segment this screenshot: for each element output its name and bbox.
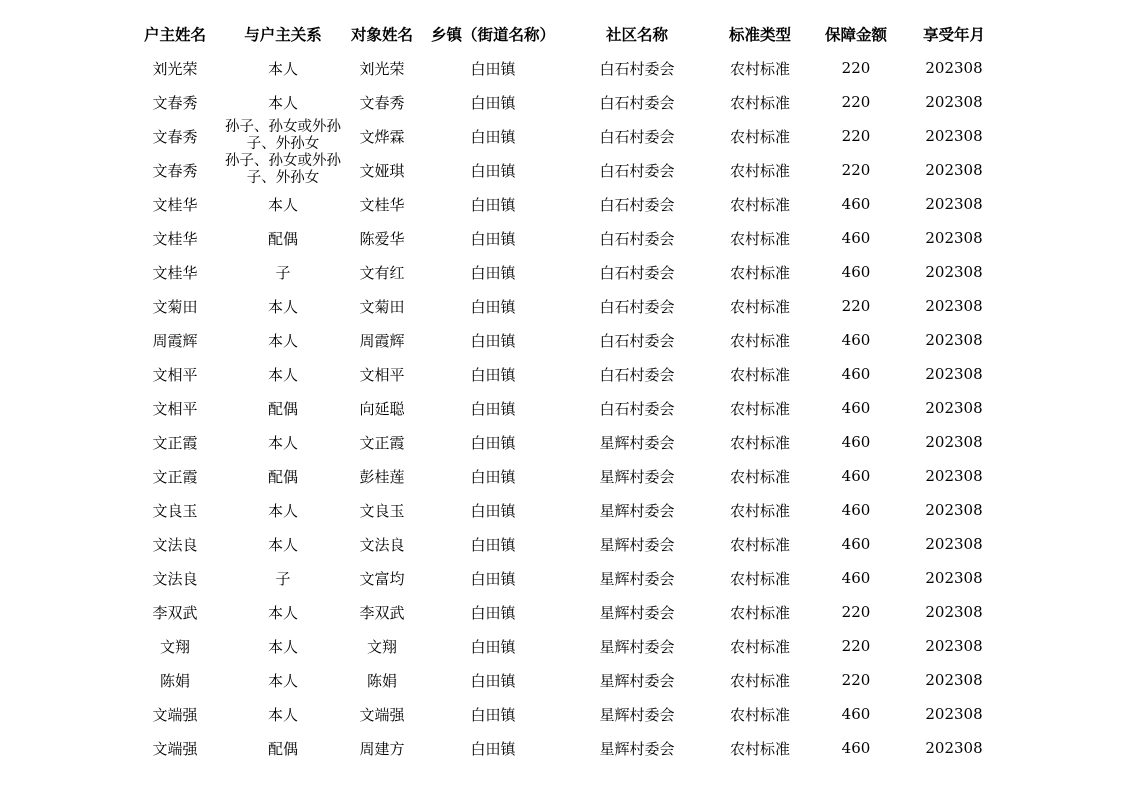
community-cell: 白石村委会 bbox=[599, 399, 675, 418]
community-cell: 星辉村委会 bbox=[599, 739, 675, 758]
table-body bbox=[126, 51, 1006, 765]
month-cell: 202308 bbox=[925, 59, 983, 77]
table-row bbox=[126, 561, 1006, 595]
householder-name-cell: 文端强 bbox=[152, 739, 198, 758]
relationship-cell: 本人 bbox=[267, 501, 298, 520]
recipient-name-cell: 文正霞 bbox=[359, 433, 405, 452]
amount-cell: 460 bbox=[841, 229, 871, 247]
relationship-cell: 本人 bbox=[267, 59, 298, 78]
community-cell: 白石村委会 bbox=[599, 59, 675, 78]
township-cell: 白田镇 bbox=[470, 501, 516, 520]
recipient-name-cell: 陈娟 bbox=[366, 671, 397, 690]
amount-cell: 220 bbox=[841, 93, 871, 111]
township-cell: 白田镇 bbox=[470, 739, 516, 758]
table-row bbox=[126, 697, 1006, 731]
householder-name-cell: 刘光荣 bbox=[152, 59, 198, 78]
table-row bbox=[126, 663, 1006, 697]
amount-cell: 460 bbox=[841, 263, 871, 281]
amount-cell: 460 bbox=[841, 535, 871, 553]
relationship-cell: 本人 bbox=[267, 535, 298, 554]
amount-cell: 220 bbox=[841, 127, 871, 145]
community-cell: 星辉村委会 bbox=[599, 501, 675, 520]
month-cell: 202308 bbox=[925, 331, 983, 349]
table-row bbox=[126, 153, 1006, 187]
relationship-cell: 配偶 bbox=[267, 399, 298, 418]
month-cell: 202308 bbox=[925, 229, 983, 247]
relationship-cell: 本人 bbox=[267, 331, 298, 350]
relationship-cell: 本人 bbox=[267, 195, 298, 214]
month-cell: 202308 bbox=[925, 637, 983, 655]
table-row bbox=[126, 357, 1006, 391]
householder-name-cell: 陈娟 bbox=[159, 671, 190, 690]
township-cell: 白田镇 bbox=[470, 59, 516, 78]
recipient-name-cell: 彭桂莲 bbox=[359, 467, 405, 486]
township-cell: 白田镇 bbox=[470, 569, 516, 588]
table-row bbox=[126, 255, 1006, 289]
relationship-cell: 本人 bbox=[267, 603, 298, 622]
table-row bbox=[126, 289, 1006, 323]
householder-name-cell: 文桂华 bbox=[152, 229, 198, 248]
recipient-name-cell: 文富均 bbox=[359, 569, 405, 588]
householder-name-cell: 李双武 bbox=[152, 603, 198, 622]
recipient-name-cell: 文桂华 bbox=[359, 195, 405, 214]
table-row bbox=[126, 493, 1006, 527]
community-cell: 白石村委会 bbox=[599, 195, 675, 214]
community-cell: 白石村委会 bbox=[599, 297, 675, 316]
householder-name-cell: 文法良 bbox=[152, 535, 198, 554]
amount-cell: 460 bbox=[841, 467, 871, 485]
table-row bbox=[126, 221, 1006, 255]
recipient-name-cell: 文相平 bbox=[359, 365, 405, 384]
standard-type-cell: 农村标准 bbox=[729, 535, 790, 554]
recipient-name-cell: 文春秀 bbox=[359, 93, 405, 112]
householder-name-cell: 文正霞 bbox=[152, 467, 198, 486]
householder-name-cell: 文春秀 bbox=[152, 161, 198, 180]
recipient-name-cell: 文娅琪 bbox=[359, 161, 405, 180]
amount-cell: 220 bbox=[841, 603, 871, 621]
assistance-roster-table bbox=[126, 17, 1006, 765]
relationship-cell: 本人 bbox=[267, 93, 298, 112]
standard-type-cell: 农村标准 bbox=[729, 195, 790, 214]
standard-type-cell: 农村标准 bbox=[729, 297, 790, 316]
township-cell: 白田镇 bbox=[470, 467, 516, 486]
table-row bbox=[126, 51, 1006, 85]
month-cell: 202308 bbox=[925, 705, 983, 723]
table-row bbox=[126, 85, 1006, 119]
recipient-name-cell: 文烨霖 bbox=[359, 127, 405, 146]
amount-cell: 460 bbox=[841, 195, 871, 213]
header-relationship: 与户主关系 bbox=[244, 26, 322, 44]
township-cell: 白田镇 bbox=[470, 637, 516, 656]
community-cell: 星辉村委会 bbox=[599, 433, 675, 452]
month-cell: 202308 bbox=[925, 569, 983, 587]
householder-name-cell: 文相平 bbox=[152, 399, 198, 418]
amount-cell: 220 bbox=[841, 161, 871, 179]
recipient-name-cell: 周建方 bbox=[359, 739, 405, 758]
township-cell: 白田镇 bbox=[470, 705, 516, 724]
amount-cell: 220 bbox=[841, 297, 871, 315]
recipient-name-cell: 文翔 bbox=[366, 637, 397, 656]
householder-name-cell: 文菊田 bbox=[152, 297, 198, 316]
householder-name-cell: 周霞辉 bbox=[152, 331, 198, 350]
table-row bbox=[126, 391, 1006, 425]
month-cell: 202308 bbox=[925, 195, 983, 213]
township-cell: 白田镇 bbox=[470, 331, 516, 350]
recipient-name-cell: 李双武 bbox=[359, 603, 405, 622]
community-cell: 星辉村委会 bbox=[599, 603, 675, 622]
relationship-cell: 配偶 bbox=[267, 229, 298, 248]
township-cell: 白田镇 bbox=[470, 93, 516, 112]
householder-name-cell: 文桂华 bbox=[152, 263, 198, 282]
householder-name-cell: 文法良 bbox=[152, 569, 198, 588]
community-cell: 星辉村委会 bbox=[599, 705, 675, 724]
month-cell: 202308 bbox=[925, 365, 983, 383]
community-cell: 白石村委会 bbox=[599, 331, 675, 350]
month-cell: 202308 bbox=[925, 603, 983, 621]
recipient-name-cell: 陈爱华 bbox=[359, 229, 405, 248]
header-householder-name: 户主姓名 bbox=[143, 26, 206, 44]
recipient-name-cell: 文端强 bbox=[359, 705, 405, 724]
table-row bbox=[126, 323, 1006, 357]
community-cell: 白石村委会 bbox=[599, 161, 675, 180]
standard-type-cell: 农村标准 bbox=[729, 365, 790, 384]
amount-cell: 220 bbox=[841, 671, 871, 689]
community-cell: 白石村委会 bbox=[599, 263, 675, 282]
standard-type-cell: 农村标准 bbox=[729, 603, 790, 622]
township-cell: 白田镇 bbox=[470, 127, 516, 146]
community-cell: 白石村委会 bbox=[599, 365, 675, 384]
relationship-cell: 本人 bbox=[267, 297, 298, 316]
householder-name-cell: 文相平 bbox=[152, 365, 198, 384]
community-cell: 星辉村委会 bbox=[599, 637, 675, 656]
community-cell: 星辉村委会 bbox=[599, 467, 675, 486]
month-cell: 202308 bbox=[925, 263, 983, 281]
standard-type-cell: 农村标准 bbox=[729, 433, 790, 452]
standard-type-cell: 农村标准 bbox=[729, 739, 790, 758]
amount-cell: 460 bbox=[841, 331, 871, 349]
community-cell: 白石村委会 bbox=[599, 229, 675, 248]
recipient-name-cell: 文良玉 bbox=[359, 501, 405, 520]
householder-name-cell: 文端强 bbox=[152, 705, 198, 724]
month-cell: 202308 bbox=[925, 433, 983, 451]
standard-type-cell: 农村标准 bbox=[729, 263, 790, 282]
relationship-cell: 本人 bbox=[267, 705, 298, 724]
header-recipient-name: 对象姓名 bbox=[350, 26, 413, 44]
relationship-cell: 子 bbox=[275, 569, 291, 588]
month-cell: 202308 bbox=[925, 297, 983, 315]
header-amount: 保障金额 bbox=[824, 26, 887, 44]
township-cell: 白田镇 bbox=[470, 161, 516, 180]
community-cell: 星辉村委会 bbox=[599, 569, 675, 588]
community-cell: 星辉村委会 bbox=[599, 671, 675, 690]
relationship-cell: 配偶 bbox=[267, 739, 298, 758]
relationship-cell: 本人 bbox=[267, 365, 298, 384]
header-township: 乡镇（街道名称） bbox=[430, 26, 555, 44]
recipient-name-cell: 刘光荣 bbox=[359, 59, 405, 78]
standard-type-cell: 农村标准 bbox=[729, 399, 790, 418]
month-cell: 202308 bbox=[925, 671, 983, 689]
standard-type-cell: 农村标准 bbox=[729, 705, 790, 724]
amount-cell: 460 bbox=[841, 433, 871, 451]
township-cell: 白田镇 bbox=[470, 195, 516, 214]
amount-cell: 460 bbox=[841, 365, 871, 383]
standard-type-cell: 农村标准 bbox=[729, 59, 790, 78]
relationship-cell: 孙子、孙女或外孙子、外孙女 bbox=[225, 153, 341, 186]
month-cell: 202308 bbox=[925, 535, 983, 553]
standard-type-cell: 农村标准 bbox=[729, 501, 790, 520]
householder-name-cell: 文良玉 bbox=[152, 501, 198, 520]
community-cell: 星辉村委会 bbox=[599, 535, 675, 554]
township-cell: 白田镇 bbox=[470, 229, 516, 248]
township-cell: 白田镇 bbox=[470, 297, 516, 316]
standard-type-cell: 农村标准 bbox=[729, 467, 790, 486]
table-row bbox=[126, 425, 1006, 459]
amount-cell: 460 bbox=[841, 739, 871, 757]
standard-type-cell: 农村标准 bbox=[729, 671, 790, 690]
householder-name-cell: 文翔 bbox=[159, 637, 190, 656]
amount-cell: 220 bbox=[841, 637, 871, 655]
township-cell: 白田镇 bbox=[470, 671, 516, 690]
table-row bbox=[126, 527, 1006, 561]
recipient-name-cell: 文法良 bbox=[359, 535, 405, 554]
table-row bbox=[126, 119, 1006, 153]
header-row bbox=[126, 17, 1006, 51]
standard-type-cell: 农村标准 bbox=[729, 229, 790, 248]
month-cell: 202308 bbox=[925, 127, 983, 145]
month-cell: 202308 bbox=[925, 93, 983, 111]
table-row bbox=[126, 629, 1006, 663]
month-cell: 202308 bbox=[925, 501, 983, 519]
relationship-cell: 本人 bbox=[267, 433, 298, 452]
table-row bbox=[126, 731, 1006, 765]
standard-type-cell: 农村标准 bbox=[729, 93, 790, 112]
month-cell: 202308 bbox=[925, 399, 983, 417]
recipient-name-cell: 文菊田 bbox=[359, 297, 405, 316]
amount-cell: 460 bbox=[841, 399, 871, 417]
standard-type-cell: 农村标准 bbox=[729, 127, 790, 146]
amount-cell: 460 bbox=[841, 569, 871, 587]
householder-name-cell: 文正霞 bbox=[152, 433, 198, 452]
standard-type-cell: 农村标准 bbox=[729, 161, 790, 180]
month-cell: 202308 bbox=[925, 467, 983, 485]
recipient-name-cell: 周霞辉 bbox=[359, 331, 405, 350]
amount-cell: 460 bbox=[841, 501, 871, 519]
householder-name-cell: 文桂华 bbox=[152, 195, 198, 214]
householder-name-cell: 文春秀 bbox=[152, 127, 198, 146]
relationship-cell: 孙子、孙女或外孙子、外孙女 bbox=[225, 119, 341, 152]
community-cell: 白石村委会 bbox=[599, 93, 675, 112]
township-cell: 白田镇 bbox=[470, 365, 516, 384]
recipient-name-cell: 向延聪 bbox=[359, 399, 405, 418]
township-cell: 白田镇 bbox=[470, 433, 516, 452]
recipient-name-cell: 文有红 bbox=[359, 263, 405, 282]
header-community: 社区名称 bbox=[605, 26, 668, 44]
amount-cell: 220 bbox=[841, 59, 871, 77]
header-month: 享受年月 bbox=[922, 26, 985, 44]
table-row bbox=[126, 459, 1006, 493]
standard-type-cell: 农村标准 bbox=[729, 569, 790, 588]
table-row bbox=[126, 187, 1006, 221]
relationship-cell: 本人 bbox=[267, 671, 298, 690]
householder-name-cell: 文春秀 bbox=[152, 93, 198, 112]
township-cell: 白田镇 bbox=[470, 263, 516, 282]
relationship-cell: 子 bbox=[275, 263, 291, 282]
township-cell: 白田镇 bbox=[470, 399, 516, 418]
table-row bbox=[126, 595, 1006, 629]
relationship-cell: 本人 bbox=[267, 637, 298, 656]
township-cell: 白田镇 bbox=[470, 535, 516, 554]
header-standard-type: 标准类型 bbox=[728, 26, 791, 44]
standard-type-cell: 农村标准 bbox=[729, 637, 790, 656]
relationship-cell: 配偶 bbox=[267, 467, 298, 486]
month-cell: 202308 bbox=[925, 161, 983, 179]
standard-type-cell: 农村标准 bbox=[729, 331, 790, 350]
township-cell: 白田镇 bbox=[470, 603, 516, 622]
community-cell: 白石村委会 bbox=[599, 127, 675, 146]
month-cell: 202308 bbox=[925, 739, 983, 757]
amount-cell: 460 bbox=[841, 705, 871, 723]
